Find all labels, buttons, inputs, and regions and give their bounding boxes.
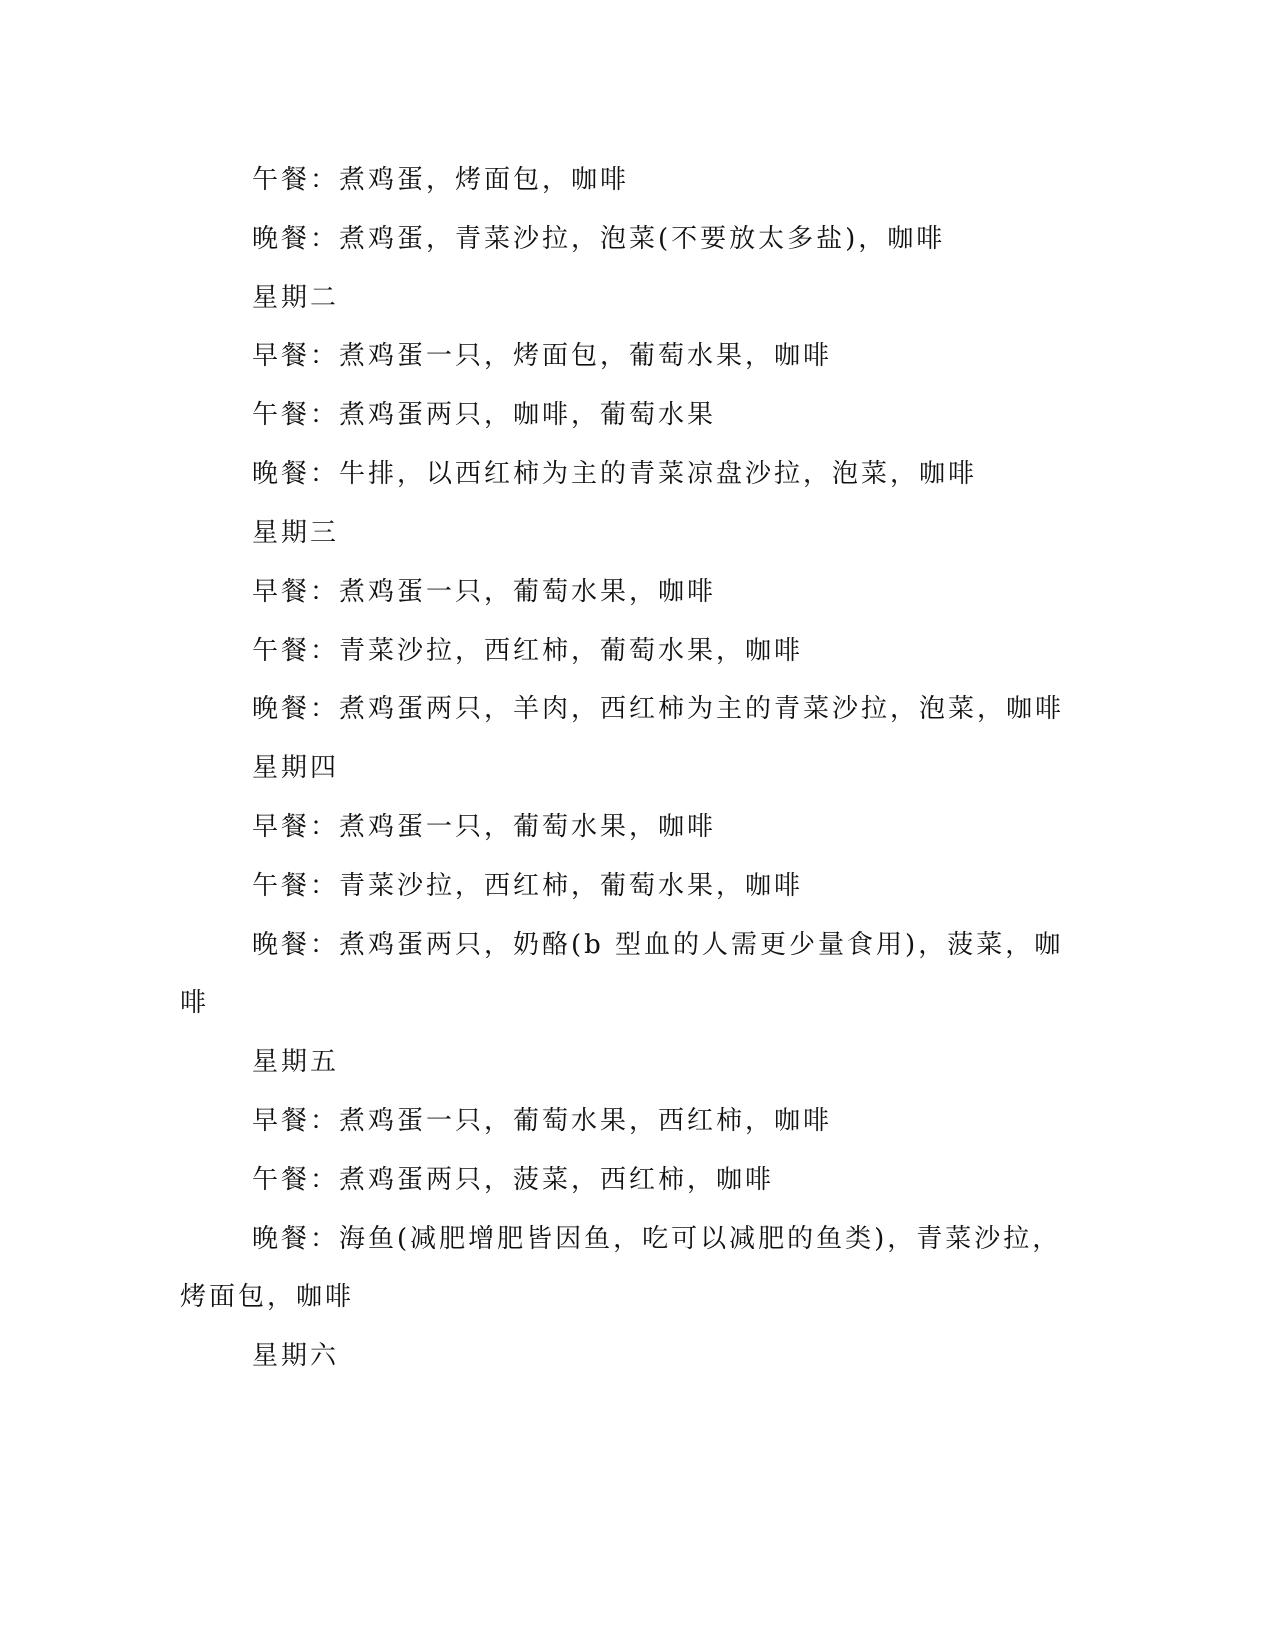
text-line: 午餐：青菜沙拉，西红柿，葡萄水果，咖啡: [252, 871, 804, 901]
text-line: 晚餐：牛排，以西红柿为主的青菜凉盘沙拉，泡菜，咖啡: [252, 459, 978, 489]
text-line: 晚餐：煮鸡蛋两只，奶酪(b 型血的人需更少量食用)，菠菜，咖: [252, 930, 1064, 960]
text-line: 啡: [180, 988, 210, 1018]
weekday-heading: 星期三: [252, 518, 340, 548]
text-line: 晚餐：煮鸡蛋两只，羊肉，西红柿为主的青菜沙拉，泡菜，咖啡: [252, 694, 1065, 724]
text-line: 午餐：煮鸡蛋，烤面包，咖啡: [252, 165, 630, 195]
weekday-heading: 星期二: [252, 283, 340, 313]
text-line: 早餐：煮鸡蛋一只，烤面包，葡萄水果，咖啡: [252, 341, 833, 371]
text-line: 午餐：煮鸡蛋两只，咖啡，葡萄水果: [252, 400, 717, 430]
text-line: 晚餐：煮鸡蛋，青菜沙拉，泡菜(不要放太多盐)，咖啡: [252, 224, 946, 254]
text-line: 午餐：青菜沙拉，西红柿，葡萄水果，咖啡: [252, 636, 804, 666]
weekday-heading: 星期六: [252, 1341, 340, 1371]
weekday-heading: 星期四: [252, 753, 340, 783]
weekday-heading: 星期五: [252, 1047, 340, 1077]
text-line: 早餐：煮鸡蛋一只，葡萄水果，咖啡: [252, 812, 717, 842]
text-line: 午餐：煮鸡蛋两只，菠菜，西红柿，咖啡: [252, 1165, 775, 1195]
text-line: 晚餐：海鱼(减肥增肥皆因鱼，吃可以减肥的鱼类)，青菜沙拉，: [252, 1224, 1062, 1254]
text-line: 早餐：煮鸡蛋一只，葡萄水果，西红柿，咖啡: [252, 1106, 833, 1136]
text-line: 早餐：煮鸡蛋一只，葡萄水果，咖啡: [252, 577, 717, 607]
text-line: 烤面包，咖啡: [180, 1282, 355, 1312]
